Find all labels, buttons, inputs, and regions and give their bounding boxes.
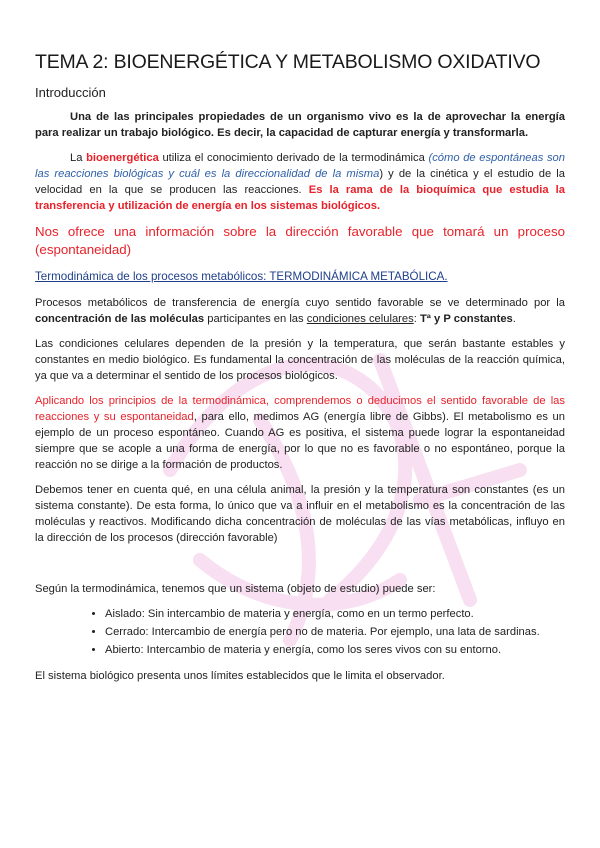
text-highlight-red: Aplicando los principios de la termodinámica, comprendemos o deducimos el sentido favorable de las reacciones y su espontaneidad: [35, 395, 565, 423]
paragraph-limites: El sistema biológico presenta unos límites establecidos que le limita el observador.: [35, 670, 445, 682]
system-types-list: [35, 606, 565, 658]
section-heading-introduccion: Introducción: [35, 85, 106, 100]
page-title: TEMA 2: BIOENERGÉTICA Y METABOLISMO OXIDATIVO: [35, 51, 541, 73]
term-condiciones: condiciones celulares: [306, 313, 414, 325]
text-run: :: [413, 313, 420, 325]
term-bioenergetica: bioenergética: [86, 152, 159, 164]
text-run: ) y de la cinética y el estudio de la velocidad en la que se producen las reacciones.: [35, 168, 566, 196]
paragraph-gibbs: [35, 393, 565, 473]
document-page: [35, 50, 565, 693]
list-item: • Cerrado: Intercambio de energía pero no de materia. Por ejemplo, una lata de sardinas.: [105, 624, 565, 640]
text-run: Procesos metabólicos de transferencia de energía cuyo sentido favorable se ve determinado por la: [35, 297, 565, 309]
paragraph-celula: Debemos tener en cuenta qué, en una célula animal, la presión y la temperatura son constantes (es un sistema constante). De esta forma, lo único que va a influir en el metabolismo es la concentración de las moléculas y reactivos. Modificando dicha concentración de moléculas de las vías metabólicas, influyo en la dirección de los procesos (dirección favorable): [35, 484, 565, 544]
text-run: participantes en las: [204, 313, 307, 325]
paragraph-intro: Una de las principales propiedades de un organismo vivo es la de aprovechar la energía para realizar un trabajo biológico. Es decir, la capacidad de capturar energía y transformarla.: [35, 111, 565, 139]
term-concentracion: concentración de las moléculas: [35, 313, 205, 325]
list-item: • Aislado: Sin intercambio de materia y energía, como en un termo perfecto.: [105, 606, 565, 622]
subtitle-termodinamica: Termodinámica de los procesos metabólicos: TERMODINÁMICA METABÓLICA.: [35, 270, 448, 283]
spacer: [35, 555, 565, 581]
paragraph-bioenergetica: [35, 150, 565, 214]
note-italic: (cómo de espontáneas son las reacciones biológicas y cuál es la direccionalidad de la misma: [35, 152, 565, 180]
text-run: , para ello, medimos AG (energía libre de Gibbs). El metabolismo es un ejemplo de un proceso espontáneo. Cuando AG es positiva, el sistema puede lograr la espontaneidad siempre que se acople a una forma de energía, por lo que no es favorable o no espontáneo, porque la reacción no se dirige a la formación de productos.: [35, 411, 565, 471]
paragraph-condiciones: Las condiciones celulares dependen de la presión y la temperatura, que serán bastante estables y constantes en medio biológico. Es fundamental la concentración de las moléculas de la reacción química, ya que va a determinar el sentido de los procesos biológicos.: [35, 338, 565, 382]
term-constantes: Tª y P constantes: [419, 313, 513, 325]
text-run: utiliza el conocimiento derivado de la termodinámica: [158, 152, 429, 164]
paragraph-sistema: Según la termodinámica, tenemos que un sistema (objeto de estudio) puede ser:: [35, 583, 436, 595]
paragraph-procesos: [35, 295, 565, 327]
list-item: • Abierto: Intercambio de materia y energía, como los seres vivos con su entorno.: [105, 642, 565, 658]
text-run: La: [70, 152, 87, 164]
definition-highlight: Es la rama de la bioquímica que estudia la transferencia y utilización de energía en los sistemas biológicos.: [35, 184, 565, 212]
text-run: .: [512, 313, 516, 325]
paragraph-direccion: Nos ofrece una información sobre la dirección favorable que tomará un proceso (espontaneidad): [35, 224, 565, 257]
